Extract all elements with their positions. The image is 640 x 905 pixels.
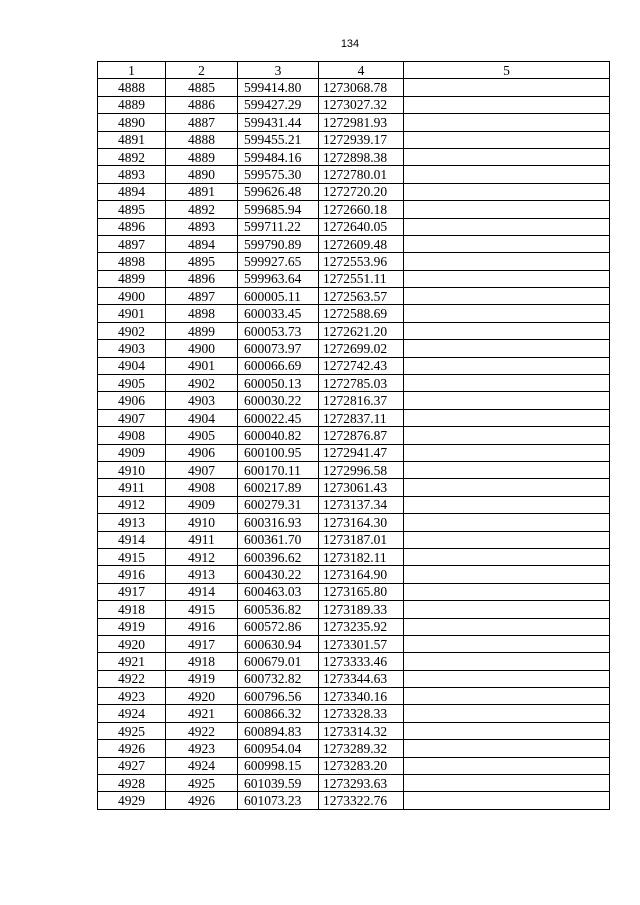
table-cell-col4: 1273137.34 — [319, 496, 404, 513]
table-row — [98, 392, 610, 409]
table-cell-col3: 600572.86 — [238, 618, 319, 635]
table-cell-col1: 4906 — [98, 392, 166, 409]
table-cell-col5 — [404, 688, 610, 705]
table-cell-col3: 601039.59 — [238, 775, 319, 792]
table-cell-col5 — [404, 392, 610, 409]
table-cell-col1: 4888 — [98, 79, 166, 96]
table-cell-col2: 4885 — [166, 79, 238, 96]
table-cell-col1: 4922 — [98, 670, 166, 687]
table-row — [98, 531, 610, 548]
table-row — [98, 635, 610, 652]
table-cell-col2: 4889 — [166, 148, 238, 165]
table-cell-col2: 4924 — [166, 757, 238, 774]
table-cell-col3: 600396.62 — [238, 548, 319, 565]
table-cell-col4: 1272898.38 — [319, 148, 404, 165]
table-cell-col1: 4913 — [98, 514, 166, 531]
table-cell-col2: 4912 — [166, 548, 238, 565]
table-cell-col1: 4910 — [98, 461, 166, 478]
table-cell-col1: 4890 — [98, 114, 166, 131]
table-cell-col3: 600894.83 — [238, 722, 319, 739]
table-cell-col3: 599626.48 — [238, 183, 319, 200]
table-cell-col3: 600050.13 — [238, 375, 319, 392]
table-cell-col4: 1273293.63 — [319, 775, 404, 792]
table-cell-col5 — [404, 305, 610, 322]
table-cell-col1: 4915 — [98, 548, 166, 565]
table-cell-col1: 4895 — [98, 201, 166, 218]
table-cell-col3: 599790.89 — [238, 235, 319, 252]
table-cell-col1: 4921 — [98, 653, 166, 670]
table-cell-col4: 1273187.01 — [319, 531, 404, 548]
table-cell-col3: 600066.69 — [238, 357, 319, 374]
table-cell-col5 — [404, 427, 610, 444]
table-cell-col3: 599431.44 — [238, 114, 319, 131]
table-cell-col3: 600361.70 — [238, 531, 319, 548]
table-cell-col3: 600316.93 — [238, 514, 319, 531]
table-cell-col1: 4926 — [98, 740, 166, 757]
table-cell-col4: 1273340.16 — [319, 688, 404, 705]
table-cell-col5 — [404, 496, 610, 513]
table-cell-col1: 4894 — [98, 183, 166, 200]
table-cell-col3: 600630.94 — [238, 635, 319, 652]
table-cell-col3: 601073.23 — [238, 792, 319, 809]
table-cell-col3: 600430.22 — [238, 566, 319, 583]
table-cell-col4: 1272939.17 — [319, 131, 404, 148]
table-cell-col4: 1272816.37 — [319, 392, 404, 409]
table-cell-col4: 1272941.47 — [319, 444, 404, 461]
table-cell-col1: 4904 — [98, 357, 166, 374]
table-cell-col2: 4920 — [166, 688, 238, 705]
table-row — [98, 688, 610, 705]
table-cell-col4: 1273027.32 — [319, 96, 404, 113]
table-cell-col2: 4893 — [166, 218, 238, 235]
table-cell-col1: 4923 — [98, 688, 166, 705]
table-row — [98, 79, 610, 96]
table-cell-col4: 1272553.96 — [319, 253, 404, 270]
table-cell-col5 — [404, 288, 610, 305]
table-cell-col4: 1273344.63 — [319, 670, 404, 687]
table-row — [98, 705, 610, 722]
table-cell-col2: 4905 — [166, 427, 238, 444]
table-cell-col3: 600217.89 — [238, 479, 319, 496]
table-cell-col4: 1273333.46 — [319, 653, 404, 670]
table-cell-col2: 4898 — [166, 305, 238, 322]
table-cell-col2: 4923 — [166, 740, 238, 757]
table-row — [98, 114, 610, 131]
table-cell-col1: 4925 — [98, 722, 166, 739]
table-cell-col4: 1273189.33 — [319, 601, 404, 618]
table-cell-col2: 4917 — [166, 635, 238, 652]
table-cell-col4: 1272563.57 — [319, 288, 404, 305]
table-cell-col2: 4916 — [166, 618, 238, 635]
table-cell-col4: 1273164.90 — [319, 566, 404, 583]
table-cell-col2: 4897 — [166, 288, 238, 305]
table-row — [98, 444, 610, 461]
table-row — [98, 322, 610, 339]
table-cell-col5 — [404, 131, 610, 148]
table-body — [98, 79, 610, 809]
table-row — [98, 131, 610, 148]
table-row — [98, 740, 610, 757]
table-row — [98, 461, 610, 478]
table-cell-col3: 600170.11 — [238, 461, 319, 478]
table-cell-col2: 4915 — [166, 601, 238, 618]
table-cell-col4: 1272621.20 — [319, 322, 404, 339]
table-cell-col4: 1273068.78 — [319, 79, 404, 96]
table-cell-col4: 1273235.92 — [319, 618, 404, 635]
table-cell-col4: 1272996.58 — [319, 461, 404, 478]
table-cell-col5 — [404, 96, 610, 113]
table-cell-col4: 1272720.20 — [319, 183, 404, 200]
table-header — [98, 62, 610, 79]
table-cell-col5 — [404, 79, 610, 96]
table-cell-col5 — [404, 705, 610, 722]
table-cell-col4: 1272609.48 — [319, 235, 404, 252]
table-cell-col3: 600030.22 — [238, 392, 319, 409]
table-cell-col1: 4905 — [98, 375, 166, 392]
table-cell-col3: 599427.29 — [238, 96, 319, 113]
table-cell-col4: 1272551.11 — [319, 270, 404, 287]
table-cell-col1: 4929 — [98, 792, 166, 809]
table-row — [98, 235, 610, 252]
table-row — [98, 479, 610, 496]
table-cell-col3: 600998.15 — [238, 757, 319, 774]
table-cell-col2: 4887 — [166, 114, 238, 131]
table-cell-col1: 4920 — [98, 635, 166, 652]
table-cell-col5 — [404, 148, 610, 165]
table-row — [98, 670, 610, 687]
table-cell-col3: 600463.03 — [238, 583, 319, 600]
table-row — [98, 201, 610, 218]
table-cell-col2: 4886 — [166, 96, 238, 113]
table-cell-col1: 4927 — [98, 757, 166, 774]
table-cell-col4: 1273165.80 — [319, 583, 404, 600]
table-cell-col5 — [404, 514, 610, 531]
table-cell-col3: 600732.82 — [238, 670, 319, 687]
table-cell-col3: 599484.16 — [238, 148, 319, 165]
table-cell-col5 — [404, 218, 610, 235]
table-cell-col4: 1272780.01 — [319, 166, 404, 183]
table-cell-col5 — [404, 566, 610, 583]
table-row — [98, 166, 610, 183]
table-cell-col2: 4890 — [166, 166, 238, 183]
table-cell-col3: 599455.21 — [238, 131, 319, 148]
header-row — [98, 62, 610, 79]
table-cell-col2: 4910 — [166, 514, 238, 531]
table-cell-col2: 4892 — [166, 201, 238, 218]
table-cell-col1: 4896 — [98, 218, 166, 235]
table-cell-col3: 599963.64 — [238, 270, 319, 287]
table-cell-col3: 599575.30 — [238, 166, 319, 183]
table-cell-col2: 4901 — [166, 357, 238, 374]
table-cell-col4: 1273301.57 — [319, 635, 404, 652]
table-cell-col2: 4922 — [166, 722, 238, 739]
table-cell-col2: 4906 — [166, 444, 238, 461]
table-cell-col5 — [404, 757, 610, 774]
coordinates-table — [97, 61, 610, 810]
table-cell-col5 — [404, 461, 610, 478]
table-cell-col1: 4892 — [98, 148, 166, 165]
table-cell-col2: 4909 — [166, 496, 238, 513]
table-cell-col5 — [404, 583, 610, 600]
table-cell-col1: 4917 — [98, 583, 166, 600]
table-cell-col5 — [404, 444, 610, 461]
table-row — [98, 757, 610, 774]
table-row — [98, 722, 610, 739]
table-cell-col3: 600040.82 — [238, 427, 319, 444]
table-row — [98, 496, 610, 513]
table-cell-col5 — [404, 531, 610, 548]
table-cell-col1: 4908 — [98, 427, 166, 444]
table-cell-col3: 600866.32 — [238, 705, 319, 722]
table-cell-col1: 4889 — [98, 96, 166, 113]
table-row — [98, 253, 610, 270]
table-cell-col1: 4898 — [98, 253, 166, 270]
table-cell-col5 — [404, 375, 610, 392]
table-cell-col5 — [404, 235, 610, 252]
table-cell-col2: 4891 — [166, 183, 238, 200]
table-row — [98, 653, 610, 670]
table-cell-col3: 600100.95 — [238, 444, 319, 461]
table-row — [98, 148, 610, 165]
table-cell-col2: 4895 — [166, 253, 238, 270]
table-cell-col5 — [404, 270, 610, 287]
table-cell-col3: 600536.82 — [238, 601, 319, 618]
table-cell-col2: 4902 — [166, 375, 238, 392]
table-cell-col2: 4899 — [166, 322, 238, 339]
table-cell-col1: 4916 — [98, 566, 166, 583]
table-cell-col5 — [404, 201, 610, 218]
table-cell-col3: 600679.01 — [238, 653, 319, 670]
table-cell-col4: 1273289.32 — [319, 740, 404, 757]
table-row — [98, 548, 610, 565]
table-cell-col4: 1273328.33 — [319, 705, 404, 722]
table-cell-col4: 1273164.30 — [319, 514, 404, 531]
table-row — [98, 357, 610, 374]
table-cell-col2: 4913 — [166, 566, 238, 583]
table-cell-col3: 599711.22 — [238, 218, 319, 235]
table-cell-col5 — [404, 775, 610, 792]
table-row — [98, 218, 610, 235]
table-row — [98, 288, 610, 305]
table-cell-col2: 4900 — [166, 340, 238, 357]
page-number: 134 — [340, 38, 360, 50]
table-cell-col5 — [404, 340, 610, 357]
table-cell-col4: 1273061.43 — [319, 479, 404, 496]
table-cell-col1: 4928 — [98, 775, 166, 792]
table-cell-col5 — [404, 183, 610, 200]
table-cell-col4: 1273283.20 — [319, 757, 404, 774]
table-cell-col5 — [404, 357, 610, 374]
table-cell-col1: 4901 — [98, 305, 166, 322]
table-cell-col5 — [404, 479, 610, 496]
table-cell-col4: 1272785.03 — [319, 375, 404, 392]
table-cell-col1: 4909 — [98, 444, 166, 461]
table-cell-col2: 4914 — [166, 583, 238, 600]
table-cell-col3: 599414.80 — [238, 79, 319, 96]
column-header-4: 4 — [319, 62, 404, 79]
table-cell-col1: 4924 — [98, 705, 166, 722]
table-cell-col3: 600053.73 — [238, 322, 319, 339]
table-cell-col1: 4902 — [98, 322, 166, 339]
column-header-3: 3 — [238, 62, 319, 79]
table-cell-col4: 1273322.76 — [319, 792, 404, 809]
table-cell-col2: 4926 — [166, 792, 238, 809]
table-cell-col5 — [404, 670, 610, 687]
table-cell-col5 — [404, 635, 610, 652]
table-cell-col4: 1272981.93 — [319, 114, 404, 131]
table-cell-col5 — [404, 618, 610, 635]
table-cell-col1: 4907 — [98, 409, 166, 426]
table-cell-col2: 4921 — [166, 705, 238, 722]
table-row — [98, 409, 610, 426]
table-cell-col1: 4911 — [98, 479, 166, 496]
column-header-1: 1 — [98, 62, 166, 79]
table-cell-col4: 1272660.18 — [319, 201, 404, 218]
table-cell-col4: 1272876.87 — [319, 427, 404, 444]
table-cell-col4: 1272588.69 — [319, 305, 404, 322]
table-cell-col3: 600073.97 — [238, 340, 319, 357]
table-cell-col5 — [404, 722, 610, 739]
table-cell-col3: 600279.31 — [238, 496, 319, 513]
table-cell-col2: 4907 — [166, 461, 238, 478]
table-cell-col1: 4900 — [98, 288, 166, 305]
table-cell-col3: 600796.56 — [238, 688, 319, 705]
table-cell-col4: 1272699.02 — [319, 340, 404, 357]
table-cell-col2: 4919 — [166, 670, 238, 687]
table-row — [98, 340, 610, 357]
table-cell-col3: 600954.04 — [238, 740, 319, 757]
table-cell-col3: 599927.65 — [238, 253, 319, 270]
table-cell-col2: 4894 — [166, 235, 238, 252]
table-row — [98, 514, 610, 531]
table-cell-col3: 599685.94 — [238, 201, 319, 218]
table-cell-col5 — [404, 114, 610, 131]
table-cell-col5 — [404, 601, 610, 618]
table-cell-col4: 1273182.11 — [319, 548, 404, 565]
table-cell-col2: 4896 — [166, 270, 238, 287]
table-cell-col1: 4912 — [98, 496, 166, 513]
table-cell-col3: 600005.11 — [238, 288, 319, 305]
table-cell-col5 — [404, 166, 610, 183]
table-row — [98, 792, 610, 809]
table-cell-col5 — [404, 653, 610, 670]
table-row — [98, 775, 610, 792]
table-cell-col1: 4893 — [98, 166, 166, 183]
table-cell-col1: 4891 — [98, 131, 166, 148]
table-cell-col2: 4904 — [166, 409, 238, 426]
table-cell-col2: 4908 — [166, 479, 238, 496]
table-row — [98, 305, 610, 322]
table-cell-col2: 4903 — [166, 392, 238, 409]
table-cell-col5 — [404, 322, 610, 339]
table-cell-col1: 4897 — [98, 235, 166, 252]
column-header-2: 2 — [166, 62, 238, 79]
table-cell-col5 — [404, 548, 610, 565]
table-cell-col1: 4918 — [98, 601, 166, 618]
table-row — [98, 375, 610, 392]
table-row — [98, 183, 610, 200]
table-row — [98, 583, 610, 600]
table-cell-col2: 4918 — [166, 653, 238, 670]
table-cell-col4: 1272837.11 — [319, 409, 404, 426]
table-cell-col5 — [404, 253, 610, 270]
table-row — [98, 566, 610, 583]
table-cell-col2: 4925 — [166, 775, 238, 792]
table-cell-col2: 4888 — [166, 131, 238, 148]
table-cell-col5 — [404, 740, 610, 757]
table-cell-col3: 600033.45 — [238, 305, 319, 322]
table-row — [98, 618, 610, 635]
table-cell-col3: 600022.45 — [238, 409, 319, 426]
table-cell-col4: 1272640.05 — [319, 218, 404, 235]
table-cell-col1: 4899 — [98, 270, 166, 287]
table-row — [98, 427, 610, 444]
table-cell-col4: 1272742.43 — [319, 357, 404, 374]
table-cell-col4: 1273314.32 — [319, 722, 404, 739]
table-cell-col2: 4911 — [166, 531, 238, 548]
table-row — [98, 96, 610, 113]
table-cell-col1: 4914 — [98, 531, 166, 548]
table-cell-col1: 4903 — [98, 340, 166, 357]
column-header-5: 5 — [404, 62, 610, 79]
table-row — [98, 270, 610, 287]
table-cell-col1: 4919 — [98, 618, 166, 635]
table-cell-col5 — [404, 409, 610, 426]
table-row — [98, 601, 610, 618]
table-cell-col5 — [404, 792, 610, 809]
